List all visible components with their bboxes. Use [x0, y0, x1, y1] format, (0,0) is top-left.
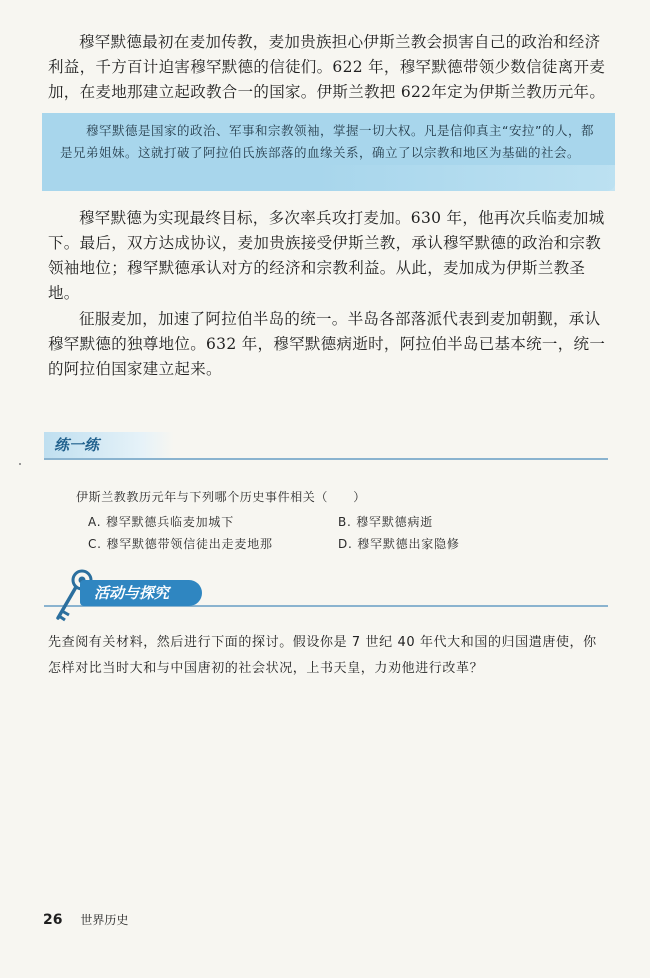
paragraph-hijra: 穆罕默德最初在麦加传教，麦加贵族担心伊斯兰教会损害自己的政治和经济利益，千方百计迫害穆罕默德的信徒们。622 年，穆罕默德带领少数信徒离开麦加，在麦地那建立起政教合一的国家。伊斯兰教把 622年定为伊斯兰教历元年。 [48, 33, 606, 101]
paragraph-mecca-conquest: 穆罕默德为实现最终目标，多次率兵攻打麦加。630 年，他再次兵临麦加城下。最后，双方达成协议，麦加贵族接受伊斯兰教，承认穆罕默德的政治和宗教领袖地位；穆罕默德承认对方的经济和宗教利益。从此，麦加成为伊斯兰教圣地。 [48, 209, 605, 302]
paragraph-unification: 征服麦加，加速了阿拉伯半岛的统一。半岛各部落派代表到麦加朝觐，承认穆罕默德的独尊地位。632 年，穆罕默德病逝时，阿拉伯半岛已基本统一，统一的阿拉伯国家建立起来。 [48, 310, 606, 378]
page-number: 26 [43, 912, 63, 928]
option-c: C. 穆罕默德带领信徒出走麦地那 [88, 537, 273, 551]
page-footer [43, 911, 128, 928]
exercise-block [76, 488, 596, 557]
exercise-question: 伊斯兰教教历元年与下列哪个历史事件相关（ ） [76, 490, 366, 504]
option-b: B. 穆罕默德病逝 [338, 515, 434, 529]
exercise-heading: 练一练 [44, 432, 174, 458]
option-a: A. 穆罕默德兵临麦加城下 [88, 515, 235, 529]
exercise-divider [44, 458, 608, 460]
book-title: 世界历史 [80, 913, 129, 927]
activity-text: 先查阅有关材料，然后进行下面的探讨。假设你是 7 世纪 40 年代大和国的归国遣唐使，你怎样对比当时大和与中国唐初的社会状况，上书天皇，力劝他进行改革？ [48, 635, 597, 676]
activity-heading: 活动与探究 [80, 580, 202, 606]
exercise-options [76, 513, 596, 557]
callout-text: 穆罕默德是国家的政治、军事和宗教领袖，掌握一切大权。凡是信仰真主“安拉”的人，都是兄弟姐妹。这就打破了阿拉伯氏族部落的血缘关系，确立了以宗教和地区为基础的社会。 [60, 123, 594, 160]
callout-decoration [315, 165, 615, 191]
callout-box [42, 113, 615, 191]
margin-mark [19, 463, 21, 465]
option-d: D. 穆罕默德出家隐修 [338, 537, 460, 551]
